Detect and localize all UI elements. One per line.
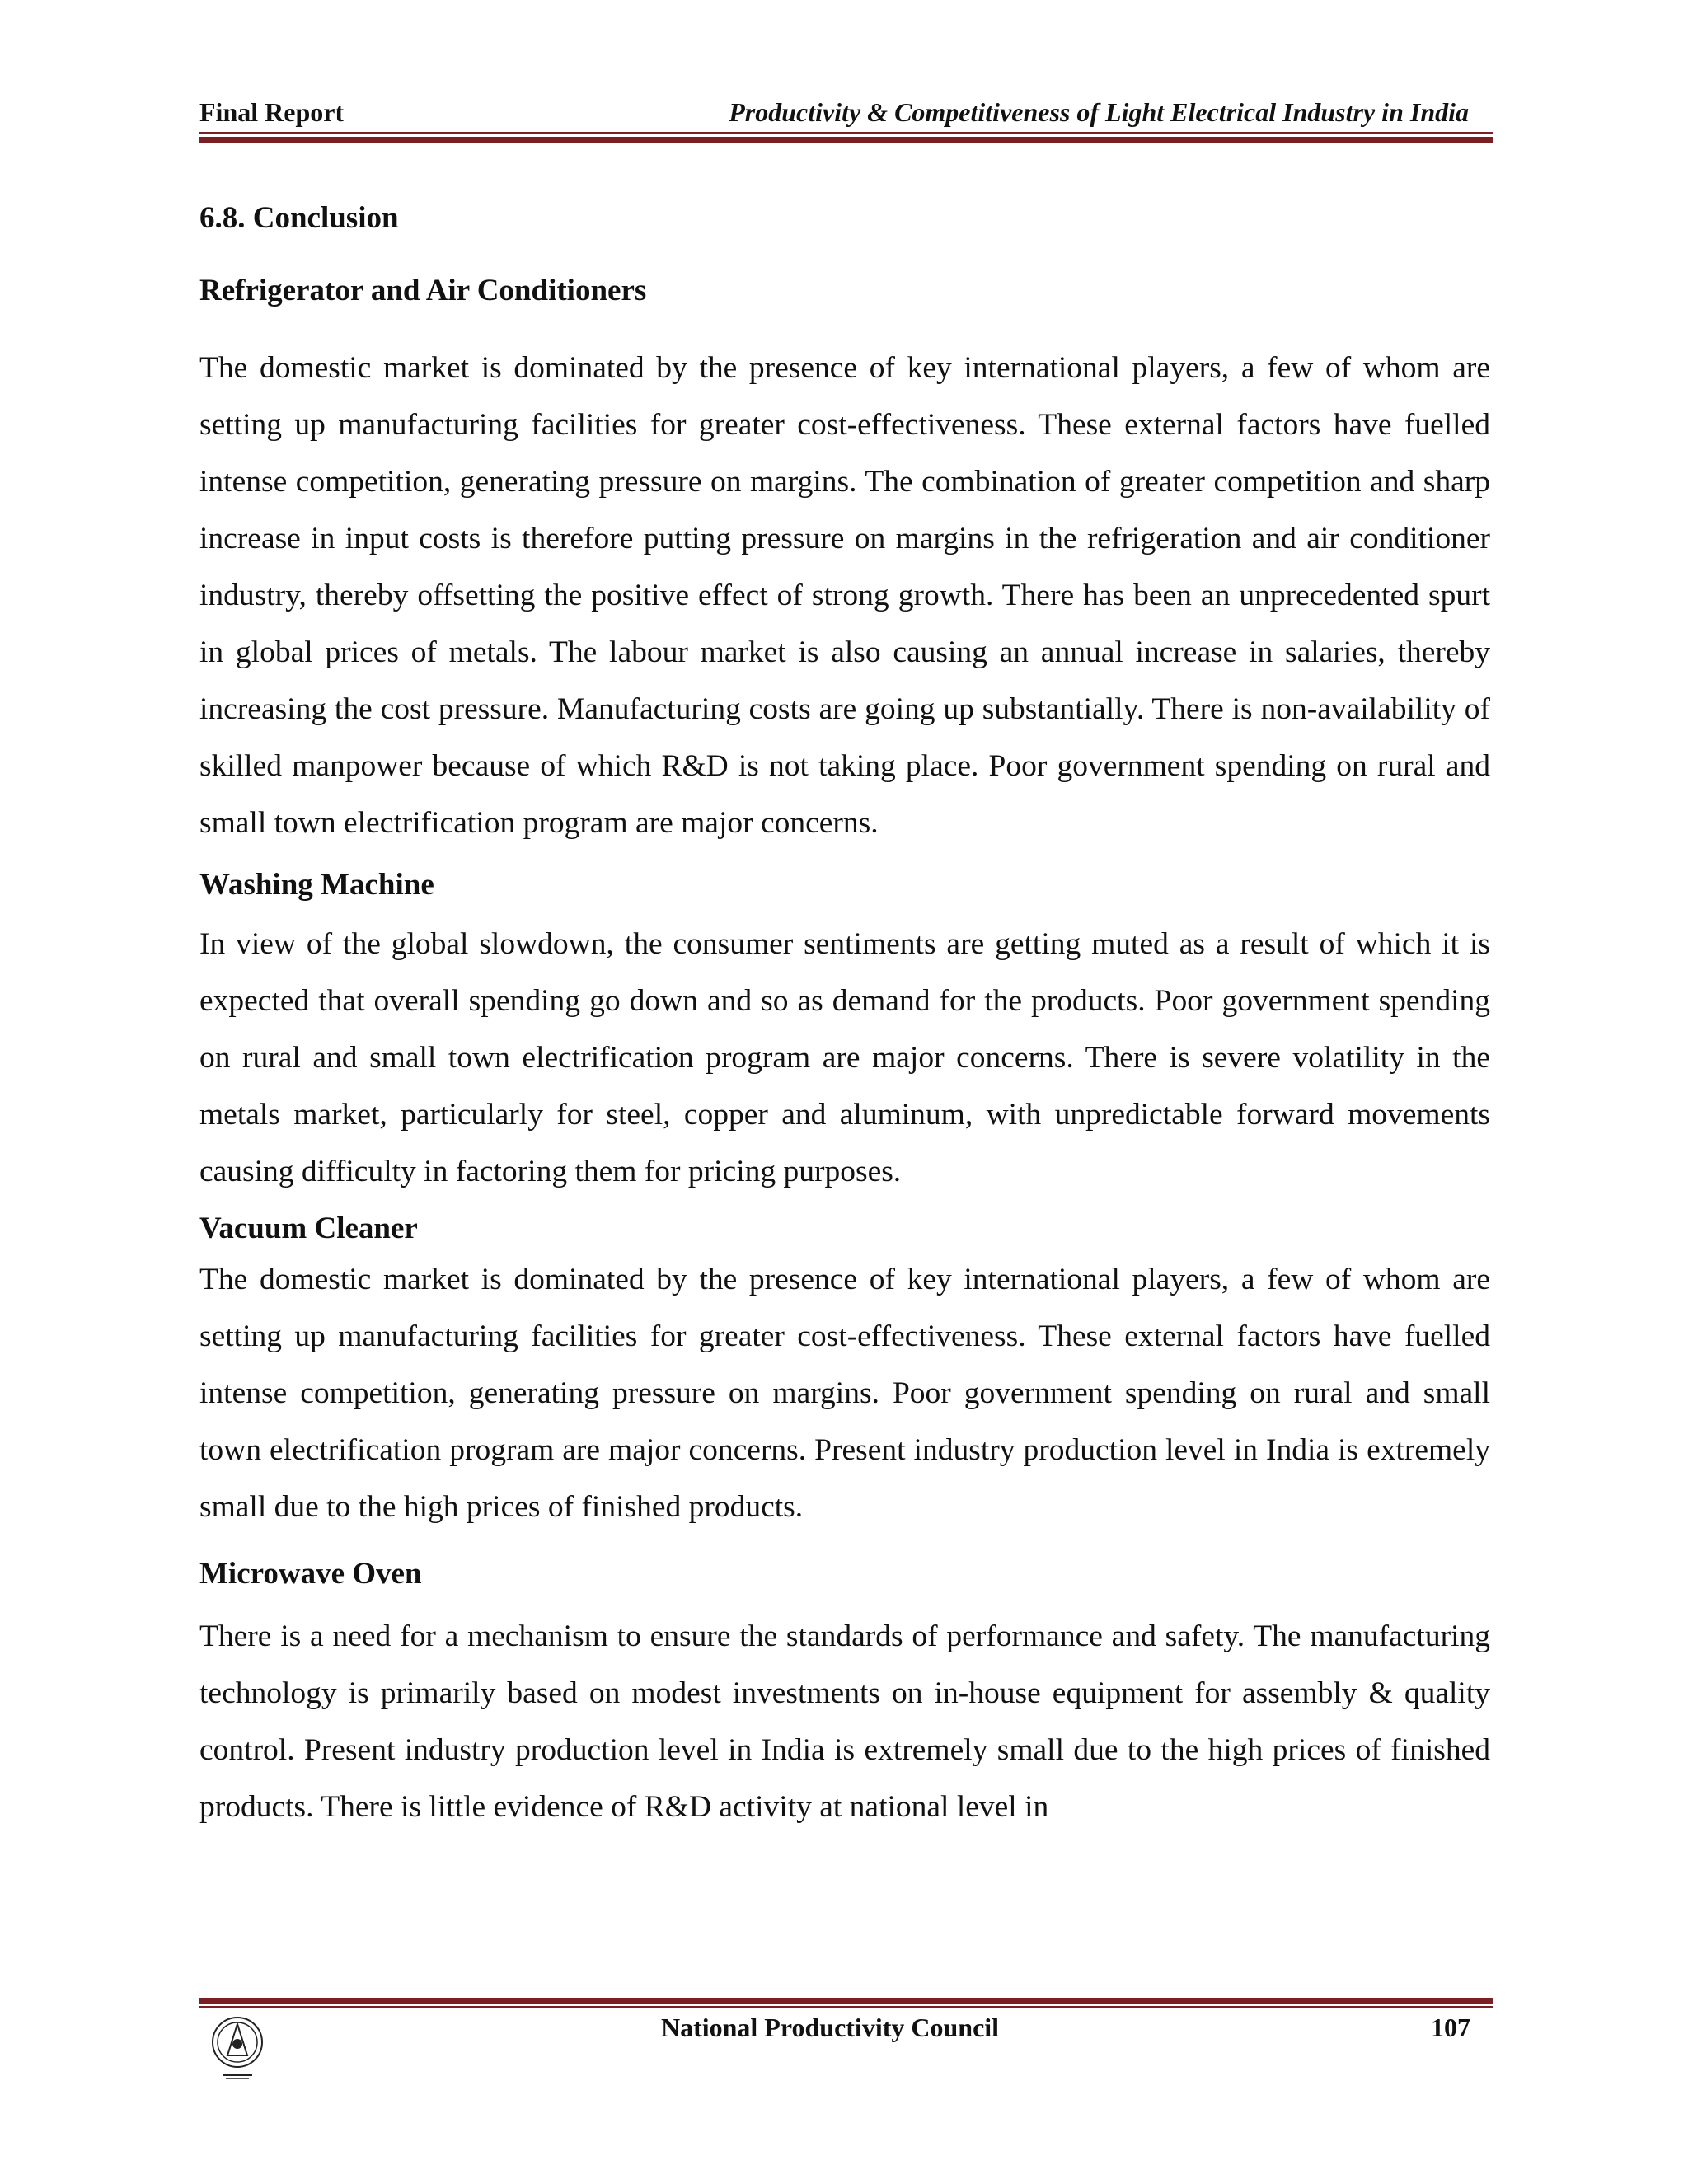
header-report-title: Productivity & Competitiveness of Light Electrical Industry in India bbox=[729, 97, 1469, 127]
subsection-heading: Refrigerator and Air Conditioners bbox=[199, 274, 647, 307]
header-rule-thin bbox=[199, 132, 1493, 134]
subsection-paragraph: The domestic market is dominated by the presence of key international players, a few of whom are setting up manufacturing facilities for greater cost-effectiveness. These external factors have fuelled intense competition, generating pressure on margins. Poor government spending on rural and small town electrification program are major concerns. Present industry production level in India is extremely small due to the high prices of finished products. bbox=[199, 1263, 1490, 1524]
header-rule-thick bbox=[199, 137, 1493, 143]
page-number: 107 bbox=[1431, 2013, 1470, 2042]
page-header bbox=[199, 97, 1493, 130]
subsection-heading: Vacuum Cleaner bbox=[199, 1212, 418, 1245]
footer-rule-thick bbox=[199, 1998, 1493, 2004]
subsection-heading: Microwave Oven bbox=[199, 1557, 422, 1591]
footer-title: National Productivity Council bbox=[660, 2013, 1000, 2042]
header-report-label: Final Report bbox=[199, 97, 345, 127]
subsection-paragraph: There is a need for a mechanism to ensure the standards of performance and safety. The manufacturing technology is primarily based on modest investments on in-house equipment for assembly & quality control. Present industry production level in India is extremely small due to the high prices of finished products. There is little evidence of R&D activity at national level in bbox=[199, 1619, 1490, 1824]
subsection-paragraph: In view of the global slowdown, the consumer sentiments are getting muted as a result of which it is expected that overall spending go down and so as demand for the products. Poor government spending on rural and small town electrification program are major concerns. There is severe volatility in the metals market, particularly for steel, copper and aluminum, with unpredictable forward movements causing difficulty in factoring them for pricing purposes. bbox=[199, 927, 1490, 1188]
subsection-paragraph: The domestic market is dominated by the presence of key international players, a few of whom are setting up manufacturing facilities for greater cost-effectiveness. These external factors have fuelled intense competition, generating pressure on margins. The combination of greater competition and sharp increase in input costs is therefore putting pressure on margins in the refrigeration and air conditioner industry, thereby offsetting the positive effect of strong growth. There has been an unprecedented spurt in global prices of metals. The labour market is also causing an annual increase in salaries, thereby increasing the cost pressure. Manufacturing costs are going up substantially. There is non-availability of skilled manpower because of which R&D is not taking place. Poor government spending on rural and small town electrification program are major concerns. bbox=[199, 351, 1490, 840]
subsection-heading: Washing Machine bbox=[199, 868, 434, 902]
main-content bbox=[199, 196, 1490, 1835]
footer-rule-thin bbox=[199, 2006, 1493, 2008]
section-title: 6.8. Conclusion bbox=[199, 201, 399, 235]
